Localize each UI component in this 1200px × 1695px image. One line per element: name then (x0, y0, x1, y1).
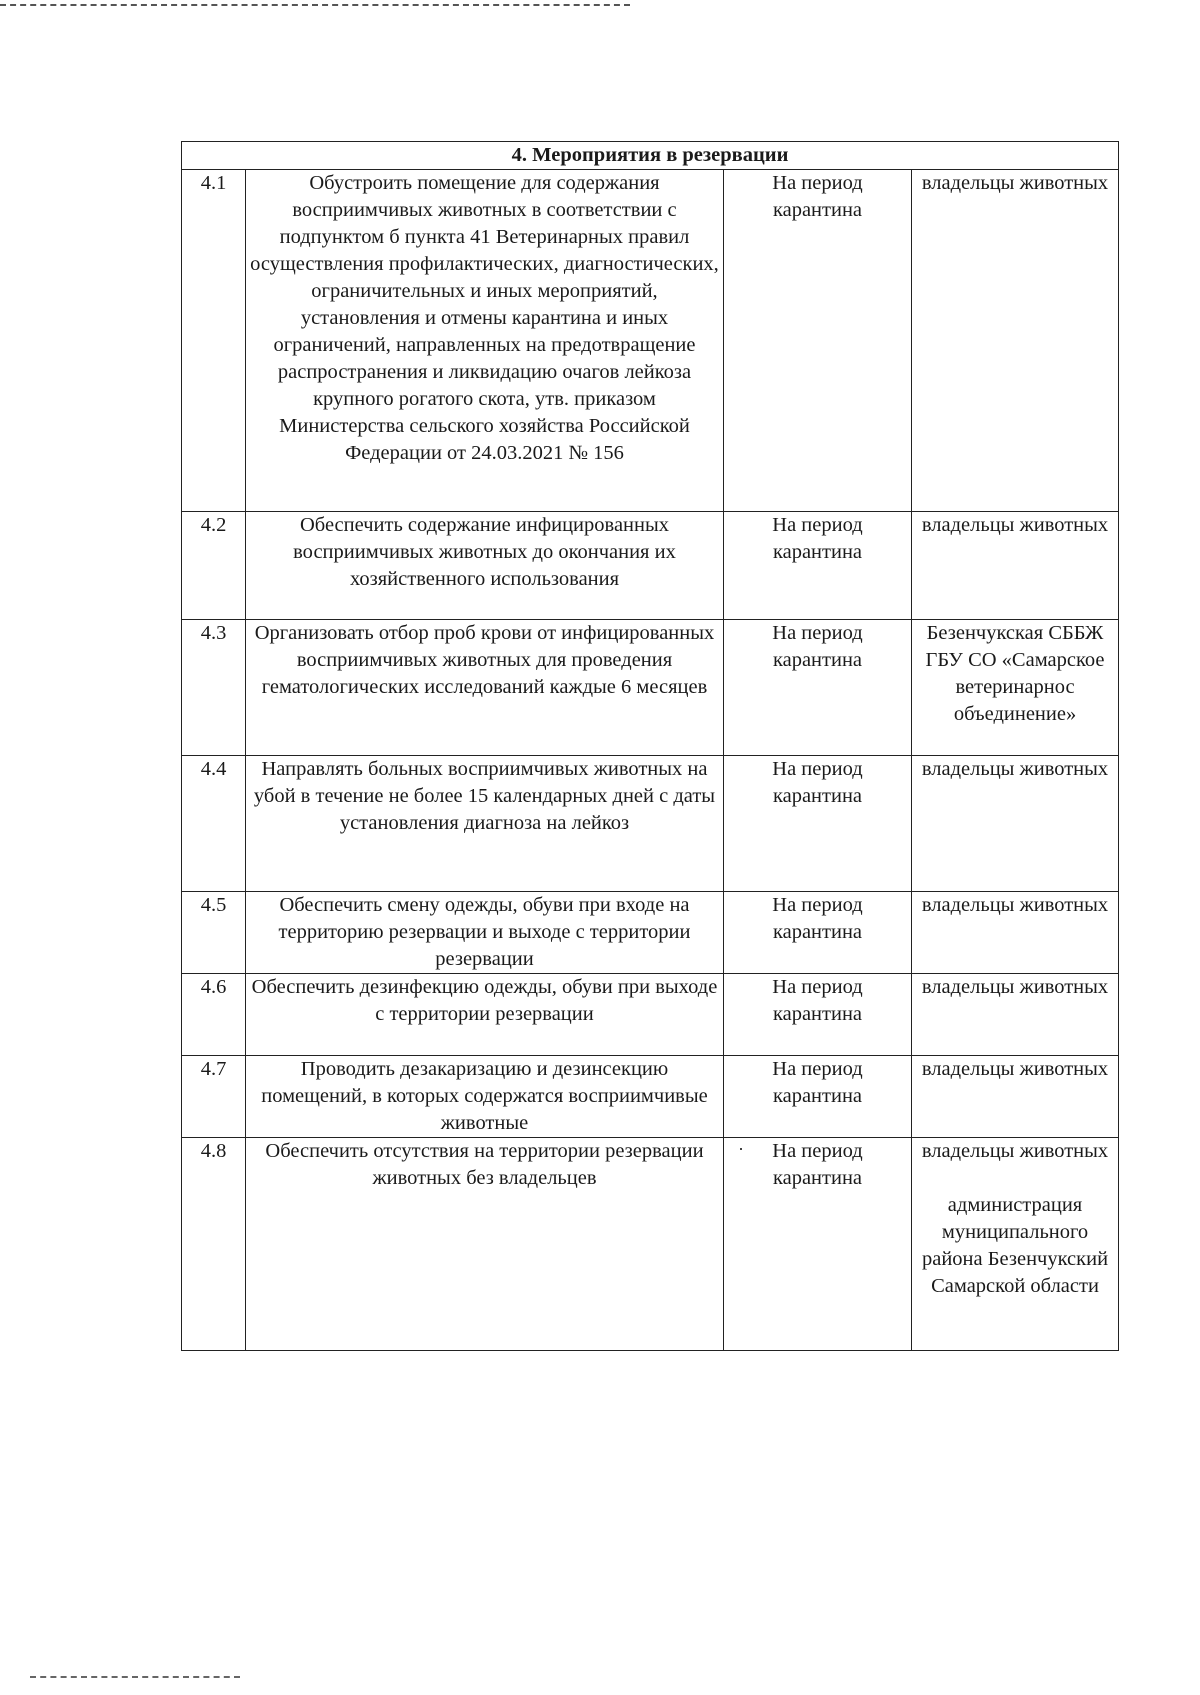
table-row (182, 1056, 1119, 1138)
item-number: 4.7 (182, 1056, 246, 1138)
item-description: Обеспечить дезинфекцию одежды, обуви при выходе с территории резервации (246, 974, 724, 1056)
table-row (182, 512, 1119, 620)
item-number: 4.4 (182, 756, 246, 892)
item-period: На период карантина (724, 756, 912, 892)
item-responsible: владельцы животных (912, 974, 1119, 1056)
item-number: 4.3 (182, 620, 246, 756)
item-period: На период карантина (724, 892, 912, 974)
cell-spacer (916, 1165, 1114, 1192)
measures-table (181, 141, 1119, 1351)
item-period: На период карантина (724, 620, 912, 756)
item-number: 4.1 (182, 170, 246, 512)
scan-edge-bottom (30, 1676, 240, 1678)
item-period: На период карантина (724, 974, 912, 1056)
item-responsible: владельцы животных (912, 170, 1119, 512)
item-number: 4.5 (182, 892, 246, 974)
item-description: Обеспечить содержание инфицированных восприимчивых животных до окончания их хозяйственного использования (246, 512, 724, 620)
table-row (182, 756, 1119, 892)
item-description: Обеспечить отсутствия на территории резервации животных без владельцев (246, 1138, 724, 1351)
section-title: 4. Мероприятия в резервации (182, 142, 1119, 170)
item-number: 4.2 (182, 512, 246, 620)
table-row (182, 620, 1119, 756)
table-row (182, 974, 1119, 1056)
item-description: Направлять больных восприимчивых животных на убой в течение не более 15 календарных дней с даты установления диагноза на лейкоз (246, 756, 724, 892)
item-responsible: Безенчукская СББЖ ГБУ СО «Самарское ветеринарнос объединение» (912, 620, 1119, 756)
table-row (182, 892, 1119, 974)
section-header-row (182, 142, 1119, 170)
item-description: Организовать отбор проб крови от инфицированных восприимчивых животных для проведения гематологических исследований каждые 6 месяцев (246, 620, 724, 756)
item-description: Проводить дезакаризацию и дезинсекцию помещений, в которых содержатся восприимчивые животные (246, 1056, 724, 1138)
item-responsible-cell (912, 1138, 1119, 1351)
table-row (182, 170, 1119, 512)
table-row (182, 1138, 1119, 1351)
scan-speck (740, 1148, 742, 1150)
item-period: На период карантина (724, 170, 912, 512)
item-number: 4.8 (182, 1138, 246, 1351)
item-period: На период карантина (724, 1138, 912, 1351)
item-responsible: владельцы животных (921, 1140, 1109, 1162)
item-responsible: владельцы животных (912, 512, 1119, 620)
item-period: На период карантина (724, 512, 912, 620)
item-description: Обустроить помещение для содержания восприимчивых животных в соответствии с подпунктом б пункта 41 Ветеринарных правил осуществления профилактических, диагностических, ограничительных и иных мероприятий, установления и отмены карантина и иных ограничений, направленных на предотвращение распространения и ликвидацию очагов лейкоза крупного рогатого скота, утв. приказом Министерства сельского хозяйства Российской Федерации от 24.03.2021 № 156 (246, 170, 724, 512)
item-responsible: владельцы животных (912, 756, 1119, 892)
item-responsible: владельцы животных (912, 892, 1119, 974)
item-number: 4.6 (182, 974, 246, 1056)
item-description: Обеспечить смену одежды, обуви при входе на территорию резервации и выходе с территории резервации (246, 892, 724, 974)
item-responsible: владельцы животных (912, 1056, 1119, 1138)
item-period: На период карантина (724, 1056, 912, 1138)
item-responsible-secondary: администрация муниципального района Безенчукский Самарской области (921, 1194, 1109, 1297)
scan-edge-top (0, 4, 630, 6)
